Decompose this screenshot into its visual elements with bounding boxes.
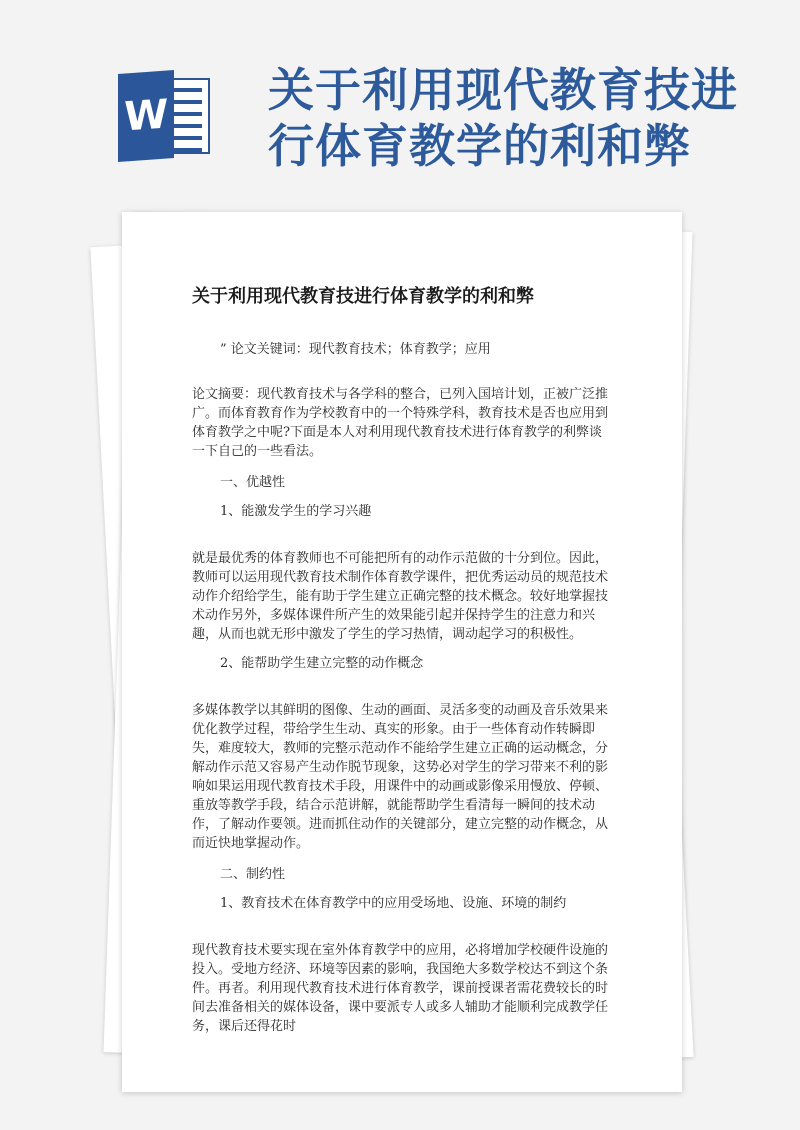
section-heading-advantages: 一、优越性 xyxy=(220,475,286,490)
subheading-concept: 2、能帮助学生建立完整的动作概念 xyxy=(220,656,424,671)
document-page xyxy=(122,212,682,1092)
document-title: 关于利用现代教育技进行体育教学的利和弊 xyxy=(192,286,534,307)
word-icon xyxy=(118,72,212,160)
keywords: ” 论文关键词：现代教育技术；体育教学；应用 xyxy=(220,342,491,357)
page-title: 关于利用现代教育技进行体育教学的利和弊 xyxy=(268,63,738,173)
abstract-paragraph: 论文摘要：现代教育技术与各学科的整合，已列入国培计划，正被广泛推广。而体育教育作为学校教育中的一个特殊学科，教育技术是否也应用到体育教学之中呢?下面是本人对利用现代教育技术进行体育教学的利弊谈一下自己的一些看法。 xyxy=(192,387,609,459)
subheading-environment: 1、教育技术在体育教学中的应用受场地、设施、环境的制约 xyxy=(220,896,567,911)
section-heading-constraints: 二、制约性 xyxy=(220,867,286,882)
body-paragraph-1: 就是最优秀的体育教师也不可能把所有的动作示范做的十分到位。因此，教师可以运用现代教育技术制作体育教学课件，把优秀运动员的规范技术动作介绍给学生，能有助于学生建立正确完整的技术概念。较好地掌握技术动作另外，多媒体课件所产生的效果能引起并保持学生的注意力和兴趣，从而也就无形中激发了学生的学习热情，调动起学习的积极性。 xyxy=(192,551,609,642)
word-badge: W xyxy=(118,70,174,162)
body-paragraph-2: 多媒体教学以其鲜明的图像、生动的画面、灵活多变的动画及音乐效果来优化教学过程，带给学生生动、真实的形象。由于一些体育动作转瞬即失，难度较大，教师的完整示范动作不能给学生建立正确的运动概念，分解动作示范又容易产生动作脱节现象，这势必对学生的学习带来不利的影响如果运用现代教育技术手段，用课件中的动画或影像采用慢放、停顿、重放等教学手段，结合示范讲解，就能帮助学生看清每一瞬间的技术动作，了解动作要领。进而抓住动作的关键部分，建立完整的动作概念，从而近快地掌握动作。 xyxy=(192,703,609,851)
subheading-interest: 1、能激发学生的学习兴趣 xyxy=(220,504,372,519)
body-paragraph-3: 现代教育技术要实现在室外体育教学中的应用，必将增加学校硬件设施的投入。受地方经济、环境等因素的影响，我国绝大多数学校达不到这个条件。再者。利用现代教育技术进行体育教学，课前授课者需花费较长的时间去准备相关的媒体设备，课中要派专人或多人辅助才能顺利完成教学任务，课后还得花时 xyxy=(192,943,609,1034)
